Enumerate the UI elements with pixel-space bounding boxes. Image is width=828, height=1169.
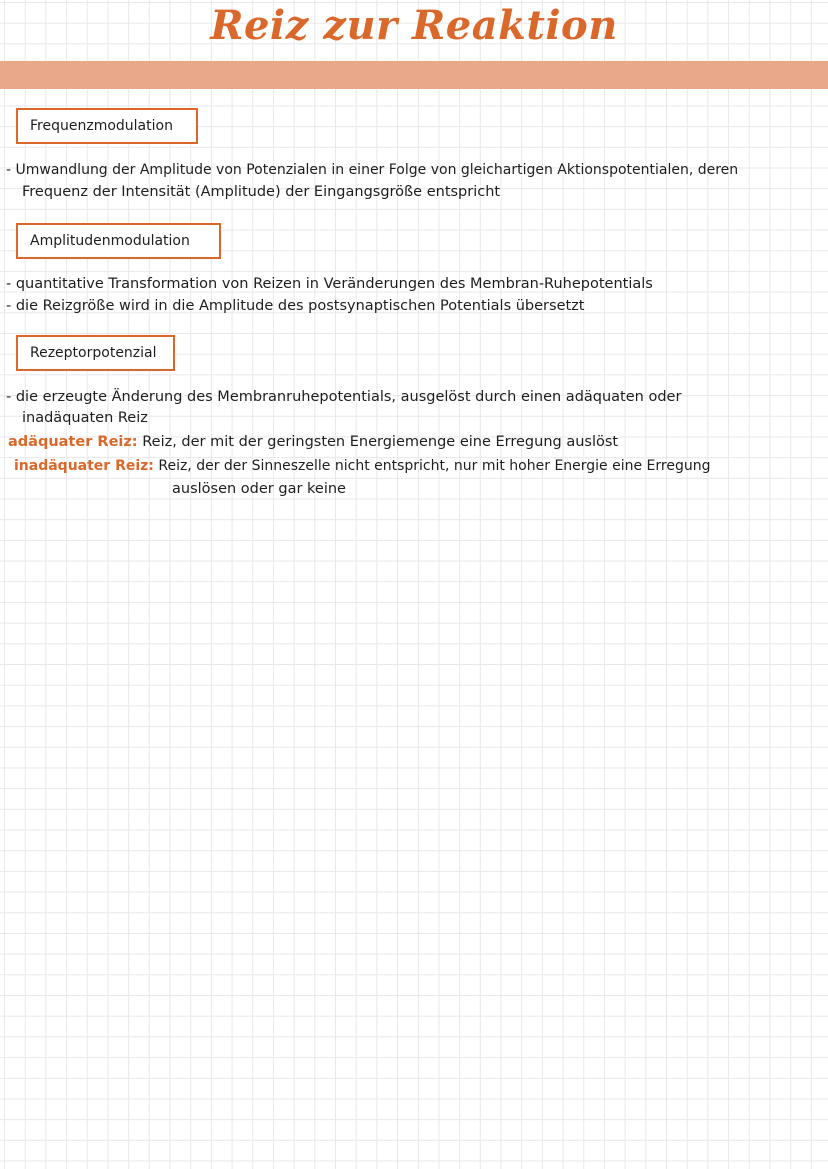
term-adequate: adäquater Reiz: [8,434,138,450]
term-inadequate: inadäquater Reiz: [14,458,154,474]
heading-box-receptor [16,335,175,371]
frequency-line-1: - Umwandlung der Amplitude von Potenzialen in einer Folge von gleichartigen Aktionspotentialen, deren [6,162,739,178]
heading-frequency: Frequenzmodulation [30,118,173,134]
heading-box-frequency [16,108,198,144]
definition-adequate: Reiz, der mit der geringsten Energiemenge eine Erregung auslöst [142,434,619,450]
receptor-line-1: - die erzeugte Änderung des Membranruhepotentials, ausgelöst durch einen adäquaten oder [6,389,682,405]
heading-receptor: Rezeptorpotenzial [30,345,157,361]
amplitude-line-1: - quantitative Transformation von Reizen in Veränderungen des Membran-Ruhepotentials [6,276,653,292]
term-row-inadequate [14,457,711,475]
receptor-line-2: inadäquaten Reiz [22,410,148,426]
title-highlight-band [0,61,828,89]
term-row-adequate [8,433,618,451]
definition-inadequate-continuation: auslösen oder gar keine [172,481,346,497]
amplitude-line-2: - die Reizgröße wird in die Amplitude des postsynaptischen Potentials übersetzt [6,298,585,314]
heading-amplitude: Amplitudenmodulation [30,233,190,249]
definition-inadequate: Reiz, der der Sinneszelle nicht entspricht, nur mit hoher Energie eine Erregung [158,458,711,474]
frequency-line-2: Frequenz der Intensität (Amplitude) der Eingangsgröße entspricht [22,184,501,200]
heading-box-amplitude [16,223,221,259]
page-title: Reiz zur Reaktion [210,2,618,49]
